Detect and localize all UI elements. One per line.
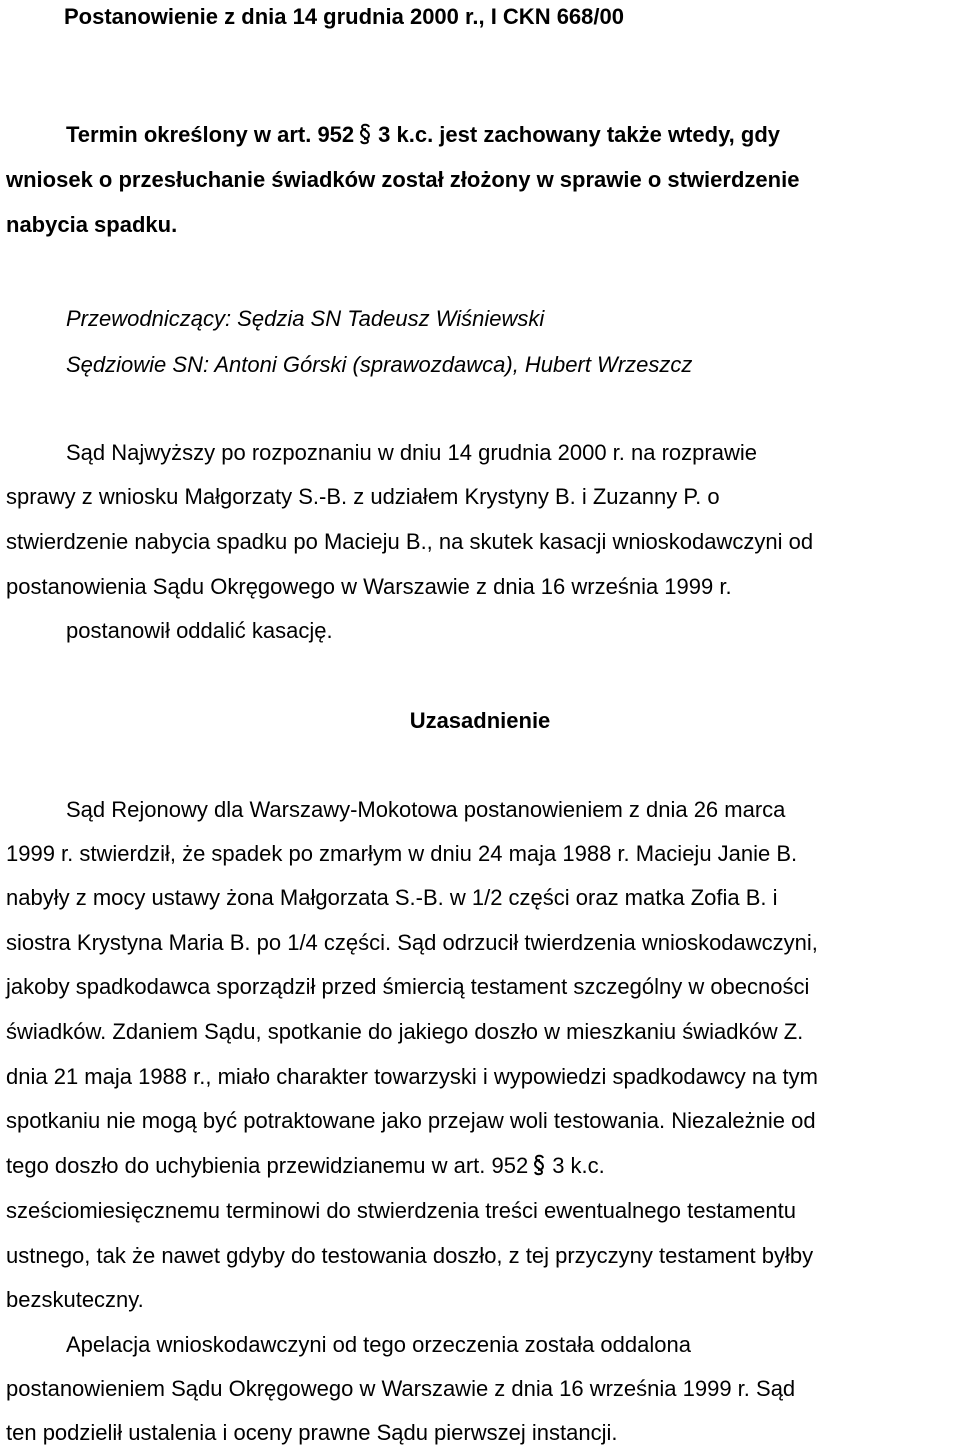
- sentence-line-3: stwierdzenie nabycia spadku po Macieju B., na skutek kasacji wnioskodawczyni od: [6, 529, 814, 554]
- sentence-line-4: postanowienia Sądu Okręgowego w Warszawie z dnia 16 września 1999 r.: [6, 574, 732, 599]
- thesis-text: 3 k.c. jest zachowany także wtedy, gdy: [378, 122, 781, 147]
- justification-line: postanowieniem Sądu Okręgowego w Warszawie z dnia 16 września 1999 r. Sąd: [6, 1376, 796, 1401]
- justification-line: dnia 21 maja 1988 r., miało charakter towarzyski i wypowiedzi spadkodawcy na tym: [6, 1064, 818, 1089]
- justification-line: siostra Krystyna Maria B. po 1/4 części. Sąd odrzucił twierdzenia wnioskodawczyni,: [6, 930, 818, 955]
- justification-line: ten podzielił ustalenia i oceny prawne Sądu pierwszej instancji.: [6, 1420, 618, 1445]
- justification-text: tego doszło do uchybienia przewidzianemu w art. 952: [6, 1153, 529, 1178]
- justification-line: Apelacja wnioskodawczyni od tego orzeczenia została oddalona: [66, 1332, 691, 1357]
- thesis-line-2: wniosek o przesłuchanie świadków został złożony w sprawie o stwierdzenie: [6, 167, 800, 192]
- justification-line: bezskuteczny.: [6, 1287, 144, 1312]
- thesis-line-3: nabycia spadku.: [6, 212, 178, 237]
- justification-text: 3 k.c.: [552, 1153, 605, 1178]
- justification-line: jakoby spadkodawca sporządził przed śmiercią testament szczególny w obecności: [6, 974, 810, 999]
- justification-line: [6, 1153, 605, 1179]
- justification-line: nabyły z mocy ustawy żona Małgorzata S.-B. w 1/2 części oraz matka Zofia B. i: [6, 885, 778, 910]
- section-sign-icon: [532, 1153, 546, 1177]
- justification-heading: Uzasadnienie: [409, 708, 551, 733]
- thesis-line-1: [66, 122, 780, 148]
- justification-line: ustnego, tak że nawet gdyby do testowania doszło, z tej przyczyny testament byłby: [6, 1243, 814, 1268]
- justification-line: 1999 r. stwierdził, że spadek po zmarłym w dniu 24 maja 1988 r. Macieju Janie B.: [6, 841, 798, 866]
- chair-judge: Przewodniczący: Sędzia SN Tadeusz Wiśniewski: [66, 306, 545, 331]
- judges: Sędziowie SN: Antoni Górski (sprawozdawca), Hubert Wrzeszcz: [66, 352, 693, 377]
- sentence-line-2: sprawy z wniosku Małgorzaty S.-B. z udziałem Krystyny B. i Zuzanny P. o: [6, 484, 720, 509]
- justification-line: Sąd Rejonowy dla Warszawy-Mokotowa postanowieniem z dnia 26 marca: [66, 797, 786, 822]
- thesis-text: Termin określony w art. 952: [66, 122, 355, 147]
- justification-line: sześciomiesięcznemu terminowi do stwierdzenia treści ewentualnego testamentu: [6, 1198, 796, 1223]
- document-title: Postanowienie z dnia 14 grudnia 2000 r., I CKN 668/00: [64, 4, 624, 29]
- justification-line: spotkaniu nie mogą być potraktowane jako przejaw woli testowania. Niezależnie od: [6, 1108, 816, 1133]
- justification-line: świadków. Zdaniem Sądu, spotkanie do jakiego doszło w mieszkaniu świadków Z.: [6, 1019, 804, 1044]
- section-sign-icon: [358, 122, 372, 146]
- sentence-line-5: postanowił oddalić kasację.: [66, 618, 333, 643]
- sentence-line-1: Sąd Najwyższy po rozpoznaniu w dniu 14 grudnia 2000 r. na rozprawie: [66, 440, 757, 465]
